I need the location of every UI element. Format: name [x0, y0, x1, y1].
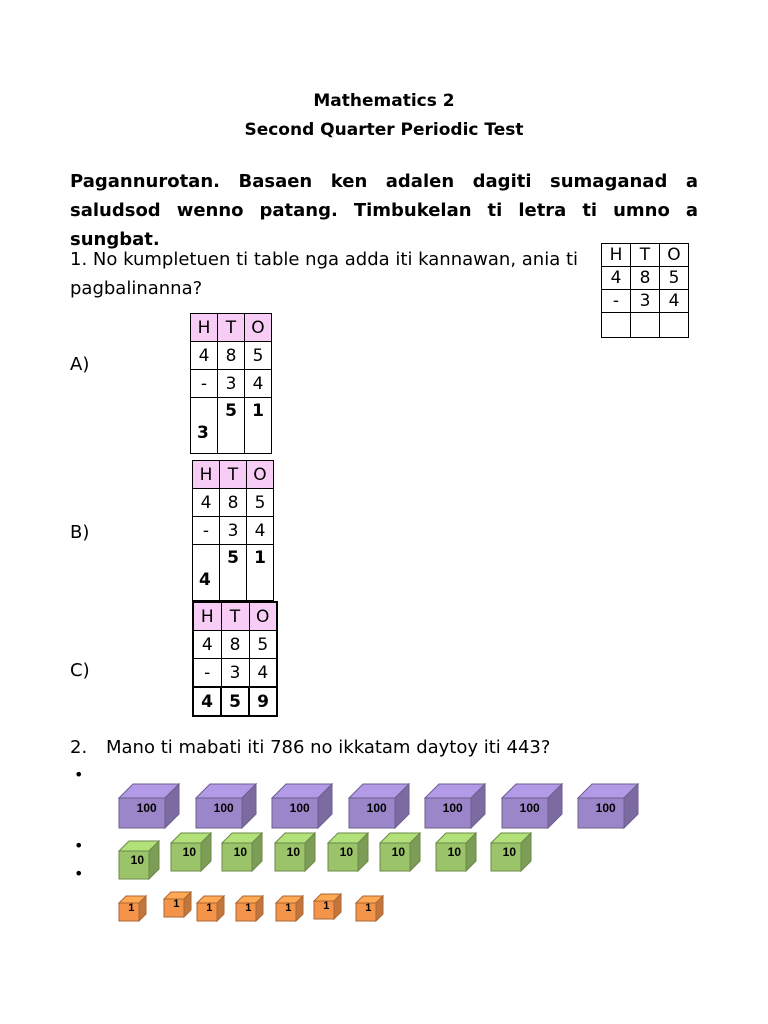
ref-cell-blank — [602, 313, 631, 338]
hto-cell: 8 — [221, 631, 249, 659]
hto-cell: 5 — [247, 489, 274, 517]
ten-block — [490, 832, 532, 872]
hundred-block — [501, 783, 563, 829]
hundred-block-label: 100 — [442, 801, 463, 816]
one-block — [196, 895, 225, 922]
ten-block — [274, 832, 316, 872]
ref-cell: 3 — [631, 290, 660, 313]
bullet: • — [74, 836, 84, 855]
ref-cell: O — [660, 244, 689, 267]
question-1-text: 1. No kumpletuen ti table nga adda iti kannawan, ania ti pagbalinanna? — [70, 249, 579, 299]
one-block-label: 1 — [245, 901, 252, 914]
hto-answer-cell: 9 — [249, 687, 277, 716]
ten-block — [435, 832, 477, 872]
hto-cell: 5 — [245, 342, 272, 370]
hto-answer-cell — [191, 398, 218, 454]
hto-answer-cell: 5 — [220, 545, 247, 601]
hundred-block-label: 100 — [136, 801, 157, 816]
hto-header-cell: O — [245, 314, 272, 342]
hto-cell: - — [193, 659, 221, 688]
hundred-block-label: 100 — [366, 801, 387, 816]
ten-block — [118, 840, 160, 880]
hundred-block-label: 100 — [213, 801, 234, 816]
ten-block — [170, 832, 212, 872]
hto-answer-cell — [193, 545, 220, 601]
hto-cell: 3 — [218, 370, 245, 398]
one-block-label: 1 — [365, 901, 372, 914]
document-title: Mathematics 2 — [313, 91, 455, 111]
hto-header-cell: T — [221, 602, 249, 631]
ten-block — [221, 832, 263, 872]
ref-cell: T — [631, 244, 660, 267]
hto-header-cell: T — [218, 314, 245, 342]
one-block — [313, 893, 342, 920]
one-block — [163, 891, 192, 918]
option-c-table[interactable] — [192, 601, 278, 717]
hto-cell: 3 — [220, 517, 247, 545]
ten-block-label: 10 — [502, 845, 517, 860]
ten-block — [327, 832, 369, 872]
one-block — [118, 895, 147, 922]
option-b-table[interactable] — [192, 460, 274, 601]
option-a-letter[interactable]: A) — [70, 354, 90, 375]
hto-header-cell: O — [249, 602, 277, 631]
hto-header-cell: H — [193, 461, 220, 489]
reference-row — [602, 290, 689, 313]
hto-cell: 4 — [249, 659, 277, 688]
hundred-block — [424, 783, 486, 829]
hto-answer-hundreds: 4 — [199, 570, 211, 590]
hundred-block — [577, 783, 639, 829]
ref-cell: 4 — [602, 267, 631, 290]
ten-block-label: 10 — [339, 845, 354, 860]
reference-header-row — [602, 244, 689, 267]
ten-block-label: 10 — [447, 845, 462, 860]
option-a-table[interactable] — [190, 313, 272, 454]
hundred-block — [118, 783, 180, 829]
ref-cell: 5 — [660, 267, 689, 290]
hto-answer-cell: 4 — [193, 687, 221, 716]
ten-block-label: 10 — [182, 845, 197, 860]
hto-cell: - — [193, 517, 220, 545]
reference-blank-row — [602, 313, 689, 338]
hto-header-cell: T — [220, 461, 247, 489]
ref-cell: 4 — [660, 290, 689, 313]
hto-cell: 4 — [193, 489, 220, 517]
hto-cell: 8 — [218, 342, 245, 370]
document-subtitle: Second Quarter Periodic Test — [244, 120, 524, 140]
ref-cell: H — [602, 244, 631, 267]
instructions: Pagannurotan. Basaen ken adalen dagiti sumaganad a saludsod wenno patang. Timbukelan ti letra ti umno a sungbat. — [70, 171, 698, 250]
hto-answer-cell: 5 — [218, 398, 245, 454]
hundred-block-label: 100 — [519, 801, 540, 816]
hto-cell: 4 — [245, 370, 272, 398]
ref-cell-blank — [631, 313, 660, 338]
hto-answer-cell: 5 — [221, 687, 249, 716]
hto-header-cell: O — [247, 461, 274, 489]
ten-block-label: 10 — [130, 853, 145, 868]
option-c-letter[interactable]: C) — [70, 660, 90, 681]
bullet: • — [74, 765, 84, 784]
hto-cell: 8 — [220, 489, 247, 517]
hto-answer-cell: 1 — [247, 545, 274, 601]
hto-cell: 4 — [191, 342, 218, 370]
ten-block — [379, 832, 421, 872]
hundred-block-label: 100 — [595, 801, 616, 816]
question-2-text: Mano ti mabati iti 786 no ikkatam daytoy iti 443? — [106, 737, 551, 758]
hundred-block — [271, 783, 333, 829]
hto-cell: - — [191, 370, 218, 398]
one-block-label: 1 — [173, 897, 180, 910]
one-block — [235, 895, 264, 922]
one-block — [275, 895, 304, 922]
question-2-number: 2. — [70, 737, 88, 758]
one-block-label: 1 — [323, 899, 330, 912]
hto-cell: 4 — [193, 631, 221, 659]
ref-cell-blank — [660, 313, 689, 338]
hto-header-cell: H — [191, 314, 218, 342]
reference-table — [601, 243, 689, 338]
hto-cell: 5 — [249, 631, 277, 659]
one-block-label: 1 — [206, 901, 213, 914]
hto-answer-hundreds: 3 — [197, 423, 209, 443]
ref-cell: 8 — [631, 267, 660, 290]
ref-cell: - — [602, 290, 631, 313]
hundred-block — [195, 783, 257, 829]
one-block-label: 1 — [285, 901, 292, 914]
hto-cell: 4 — [247, 517, 274, 545]
ten-block-label: 10 — [391, 845, 406, 860]
hundred-block-label: 100 — [289, 801, 310, 816]
hto-cell: 3 — [221, 659, 249, 688]
ten-block-label: 10 — [286, 845, 301, 860]
one-block — [355, 895, 384, 922]
hto-answer-cell: 1 — [245, 398, 272, 454]
hundred-block — [348, 783, 410, 829]
reference-row — [602, 267, 689, 290]
bullet: • — [74, 864, 84, 883]
ten-block-label: 10 — [233, 845, 248, 860]
one-block-label: 1 — [128, 901, 135, 914]
hto-header-cell: H — [193, 602, 221, 631]
option-b-letter[interactable]: B) — [70, 522, 90, 543]
